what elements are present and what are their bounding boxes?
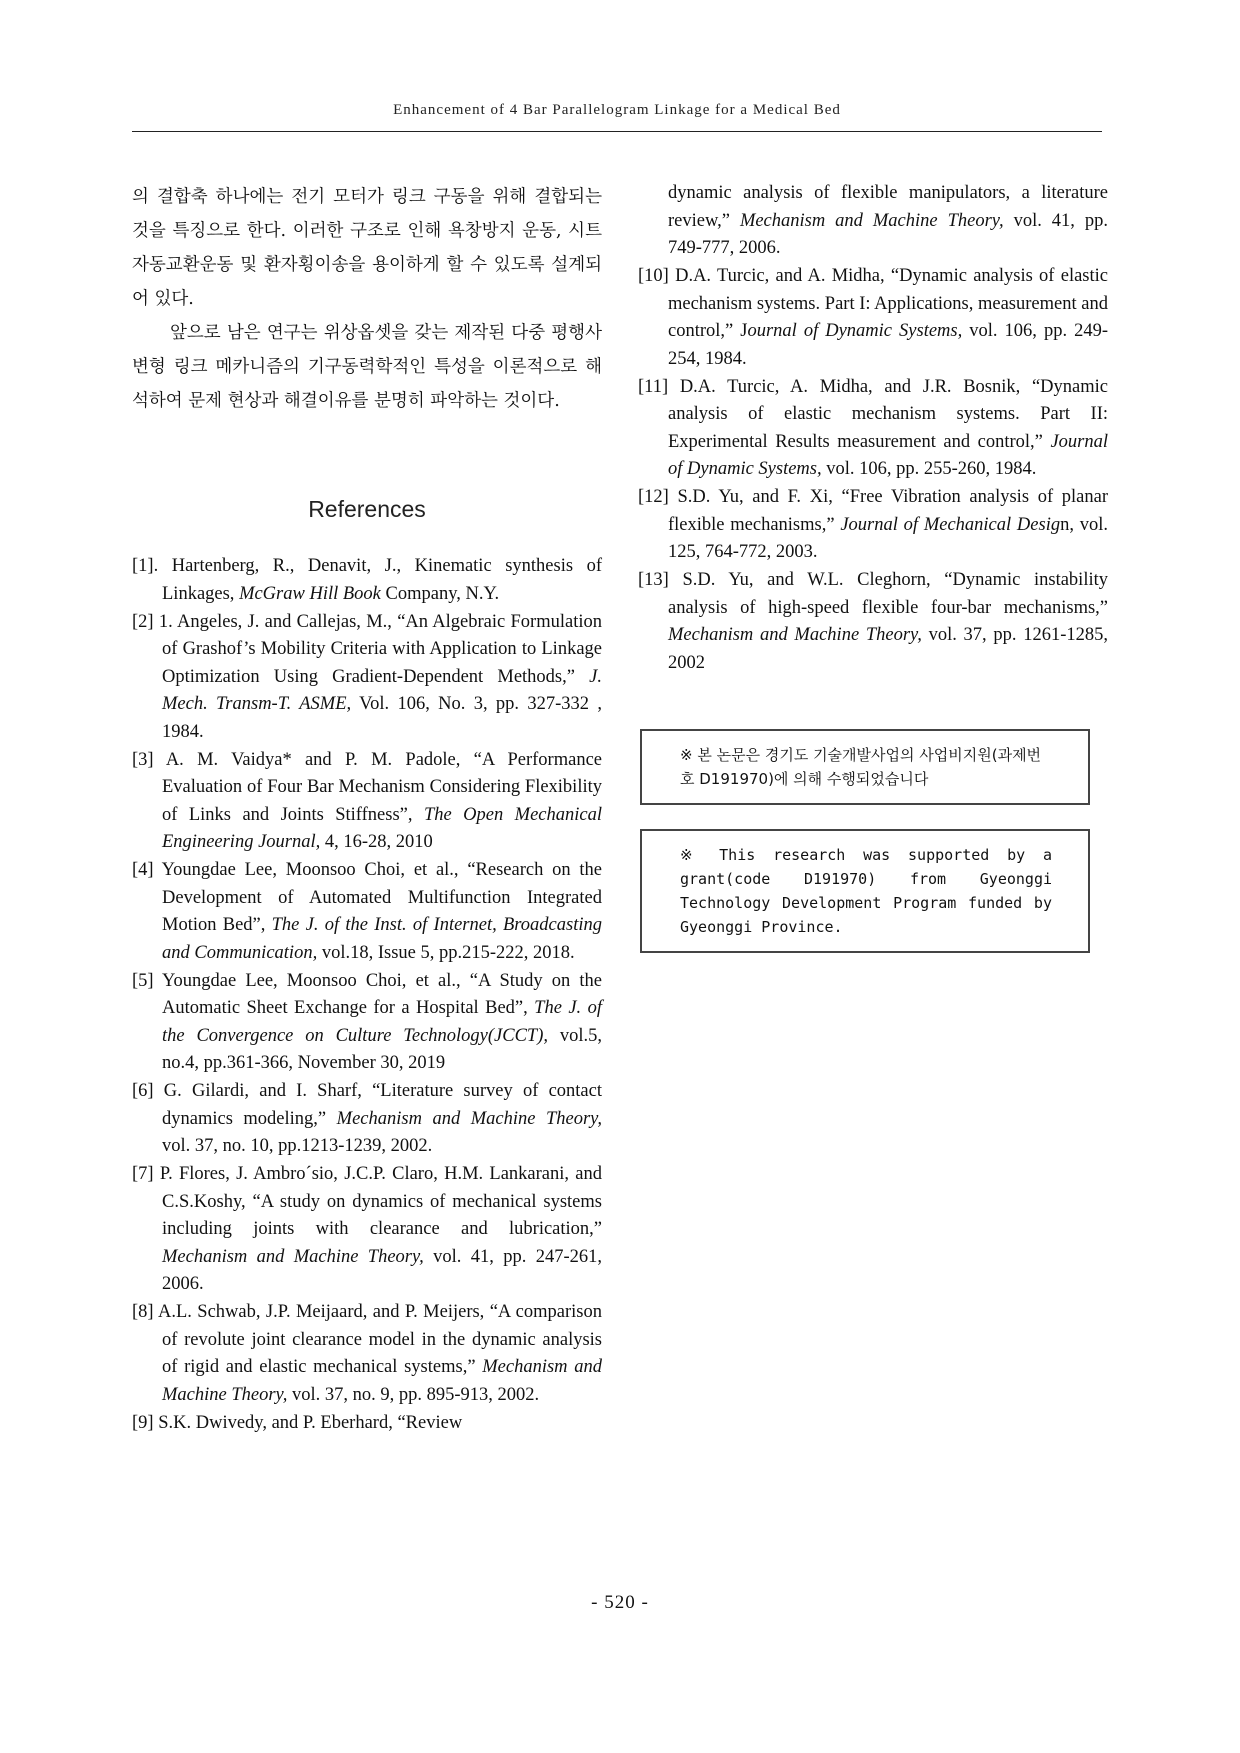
reference-list-right [638, 180, 1108, 677]
right-column [638, 180, 1108, 953]
funding-note-korean [640, 729, 1090, 805]
reference-item: [11] D.A. Turcic, A. Midha, and J.R. Bosnik, “Dynamic analysis of elastic mechanism systems. Part II: Experimental Results measurement and control,” Journal of Dynamic Systems, vol. 106, pp. 255-260, 1984. [638, 376, 1108, 479]
reference-item: [6] G. Gilardi, and I. Sharf, “Literature survey of contact dynamics modeling,” Mechanism and Machine Theory, vol. 37, no. 10, pp.1213-1239, 2002. [132, 1081, 602, 1156]
reference-item: [10] D.A. Turcic, and A. Midha, “Dynamic analysis of elastic mechanism systems. Part I: Applications, measurement and control,” Journal of Dynamic Systems, vol. 106, pp. 249-254, 1984. [638, 266, 1109, 369]
reference-item-continued: dynamic analysis of flexible manipulators, a literature review,” Mechanism and Machine Theory, vol. 41, pp. 749-777, 2006. [668, 183, 1109, 258]
body-paragraph-1: 의 결합축 하나에는 전기 모터가 링크 구동을 위해 결합되는 것을 특징으로 한다. 이러한 구조로 인해 욕창방지 운동, 시트자동교환운동 및 환자횡이송을 용이하게 할 수 있도록 설계되어 있다. [132, 187, 602, 309]
reference-item: [12] S.D. Yu, and F. Xi, “Free Vibration analysis of planar flexible mechanisms,” Journal of Mechanical Design, vol. 125, 764-772, 2003. [638, 487, 1109, 562]
left-column [132, 180, 602, 1438]
funding-note-english-text: ※ This research was supported by a grant(code D191970) from Gyeonggi Technology Development Program funded by Gyeonggi Province. [680, 846, 1052, 936]
reference-list-left [132, 553, 602, 1437]
body-paragraph-2: 앞으로 남은 연구는 위상옵셋을 갖는 제작된 다중 평행사변형 링크 메카니즘의 기구동력학적인 특성을 이론적으로 해석하여 문제 현상과 해결이유를 분명히 파악하는 것이다. [132, 323, 602, 411]
header-rule [132, 131, 1102, 132]
reference-item: [3] A. M. Vaidya* and P. M. Padole, “A Performance Evaluation of Four Bar Mechanism Considering Flexibility of Links and Joints Stiffness”, The Open Mechanical Engineering Journal, 4, 16-28, 2010 [132, 749, 602, 852]
reference-item: [9] S.K. Dwivedy, and P. Eberhard, “Review [132, 1412, 463, 1433]
reference-item: [1]. Hartenberg, R., Denavit, J., Kinematic synthesis of Linkages, McGraw Hill Book Company, N.Y. [132, 556, 602, 604]
funding-note-english [640, 829, 1090, 953]
reference-item: [8] A.L. Schwab, J.P. Meijaard, and P. Meijers, “A comparison of revolute joint clearance model in the dynamic analysis of rigid and elastic mechanical systems,” Mechanism and Machine Theory, vol. 37, no. 9, pp. 895-913, 2002. [132, 1302, 602, 1405]
reference-item: [2] 1. Angeles, J. and Callejas, M., “An Algebraic Formulation of Grashof’s Mobility Criteria with Application to Linkage Optimization Using Gradient-Dependent Methods,” J. Mech. Transm-T. ASME, Vol. 106, No. 3, pp. 327-332 , 1984. [132, 611, 602, 742]
running-header: Enhancement of 4 Bar Parallelogram Linkage for a Medical Bed [393, 102, 841, 118]
reference-item: [13] S.D. Yu, and W.L. Cleghorn, “Dynamic instability analysis of high-speed flexible four-bar mechanisms,” Mechanism and Machine Theory, vol. 37, pp. 1261-1285, 2002 [638, 570, 1108, 673]
page-number: - 520 - [591, 1592, 649, 1613]
reference-item: [5] Youngdae Lee, Moonsoo Choi, et al., “A Study on the Automatic Sheet Exchange for a Hospital Bed”, The J. of the Convergence on Culture Technology(JCCT), vol.5, no.4, pp.361-366, November 30, 2019 [132, 970, 603, 1073]
reference-item: [7] P. Flores, J. Ambro´sio, J.C.P. Claro, H.M. Lankarani, and C.S.Koshy, “A study on dynamics of mechanical systems including joints with clearance and lubrication,” Mechanism and Machine Theory, vol. 41, pp. 247-261, 2006. [132, 1164, 602, 1294]
funding-note-korean-text: ※ 본 논문은 경기도 기술개발사업의 사업비지원(과제번호 D191970)에 의해 수행되었습니다 [680, 746, 1042, 788]
references-heading: References [308, 496, 426, 522]
reference-item: [4] Youngdae Lee, Moonsoo Choi, et al., “Research on the Development of Automated Multifunction Integrated Motion Bed”, The J. of the Inst. of Internet, Broadcasting and Communication, vol.18, Issue 5, pp.215-222, 2018. [132, 860, 602, 963]
